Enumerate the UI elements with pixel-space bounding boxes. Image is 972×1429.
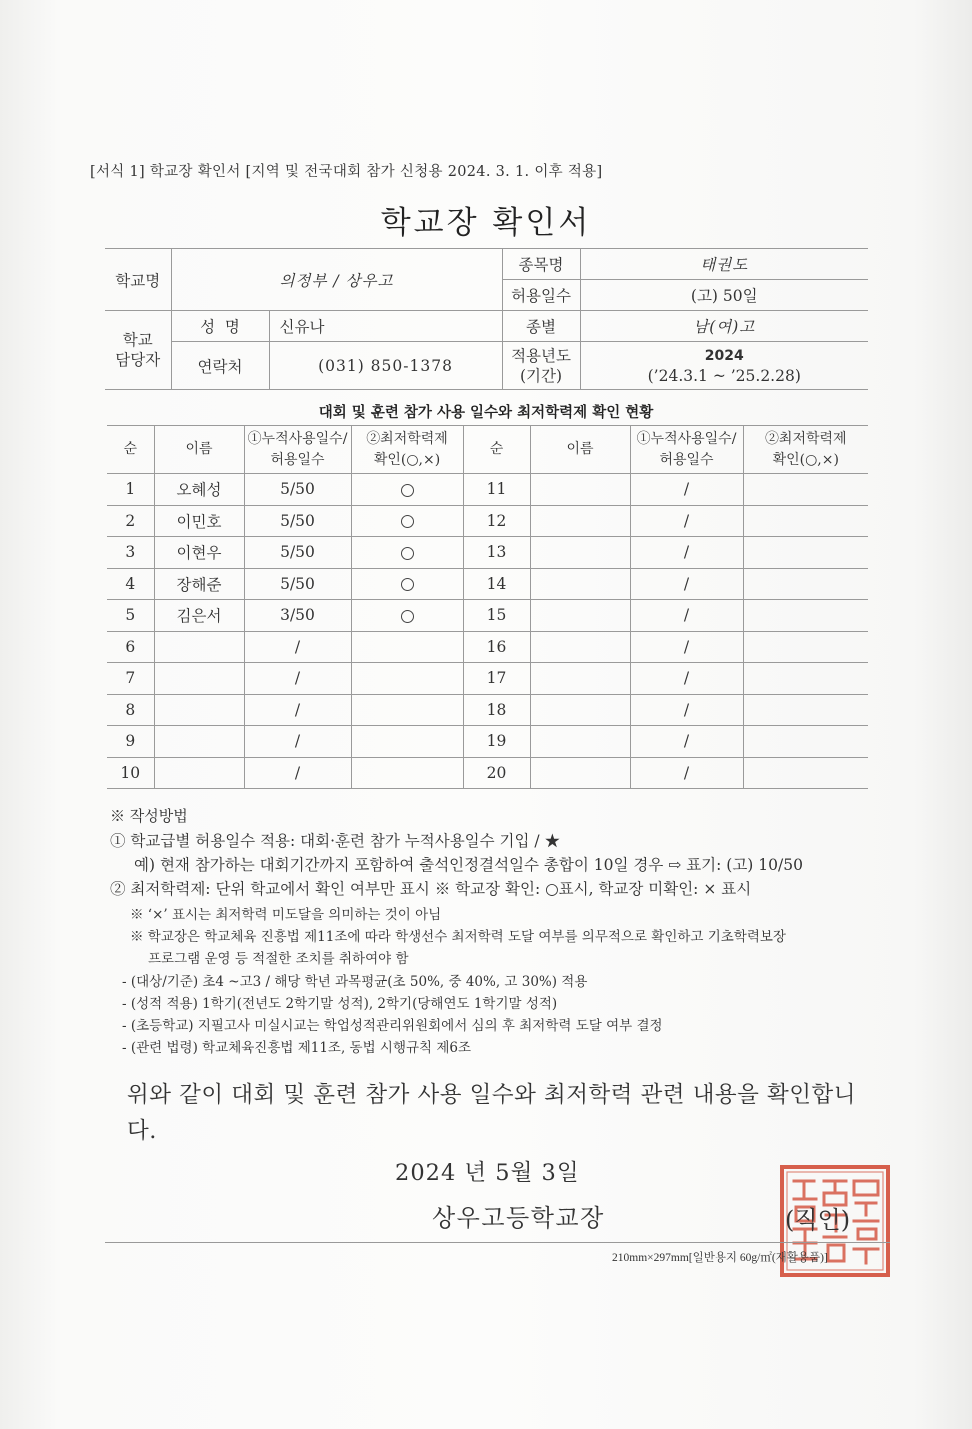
student-name [530,474,630,506]
note-3: ※ ‘×’ 표시는 최저학력 미도달을 의미하는 것이 아님 [130,907,442,923]
student-name: 오혜성 [154,474,244,506]
days-used: / [630,631,743,663]
note-7: - (초등학교) 지필고사 미실시교는 학업성적관리위원회에서 심의 후 최저학력 도달 여부 결정 [122,1018,663,1034]
header-min-2-line1: ②최저학력제 [764,430,847,447]
issue-date: 2024 년 5월 3일 [395,1160,580,1186]
table-row [107,568,868,600]
row-number: 15 [463,600,530,632]
row-number: 19 [463,726,530,758]
confirmation-text: 위와 같이 대회 및 훈련 참가 사용 일수와 최저학력 관련 내용을 확인합니다. [127,1082,856,1144]
days-used: 5/50 [244,537,351,569]
name-label: 성 명 [171,311,269,342]
bottom-rule [105,1242,890,1243]
row-number: 7 [107,663,154,695]
period-value: (’24.3.1 ~ ’25.2.28) [647,366,801,385]
note-2: ② 최저학력제: 단위 학교에서 확인 여부만 표시 ※ 학교장 확인: ○표시, 학교장 미확인: × 표시 [110,880,752,898]
days-used: 3/50 [244,600,351,632]
info-table [105,248,868,390]
min-academic-check [743,600,868,632]
header-name: 이름 [154,426,244,474]
contact-value: (031) 850-1378 [269,342,502,390]
row-number: 5 [107,600,154,632]
year-label-line2: (기간) [519,366,563,385]
student-name: 이민호 [154,505,244,537]
min-academic-check [351,505,463,537]
note-4a: ※ 학교장은 학교체육 진흥법 제11조에 따라 학생선수 최저학력 도달 여부를 의무적으로 확인하고 기초학력보장 [130,929,786,945]
year-label [502,342,580,390]
header-min-2 [743,426,868,474]
row-number: 1 [107,474,154,506]
min-academic-check [743,631,868,663]
teacher-label [105,311,171,390]
min-academic-check [743,757,868,789]
row-number: 11 [463,474,530,506]
days-used: / [244,726,351,758]
min-academic-check [743,474,868,506]
sport-label: 종목명 [502,249,580,280]
min-academic-check [743,663,868,695]
min-academic-check [743,726,868,758]
table-row [107,631,868,663]
days-used: / [630,757,743,789]
circle-mark-icon [401,484,414,497]
note-8: - (관련 법령) 학교체육진흥법 제11조, 동법 시행규칙 제6조 [122,1040,472,1056]
note-1: ① 학교급별 허용일수 적용: 대회·훈련 참가 누적사용일수 기입 / ★ [110,832,561,850]
table-row [107,505,868,537]
roster-header-row [107,426,868,474]
days-used: / [244,663,351,695]
row-number: 18 [463,694,530,726]
min-academic-check [351,726,463,758]
days-used: / [630,694,743,726]
row-number: 3 [107,537,154,569]
teacher-label-line2: 담당자 [115,351,161,369]
min-academic-check [351,694,463,726]
header-min-line2: 확인(○,×) [373,451,441,468]
header-days-2 [630,426,743,474]
days-used: / [244,631,351,663]
min-academic-check [743,505,868,537]
circle-mark-icon [401,547,414,560]
student-name: 이현우 [154,537,244,569]
row-number: 10 [107,757,154,789]
days-used: / [630,726,743,758]
days-used: / [244,757,351,789]
note-4b: 프로그램 운영 등 적절한 조치를 취하여야 함 [148,951,409,967]
min-academic-check [743,568,868,600]
student-name [154,726,244,758]
row-number: 12 [463,505,530,537]
school-value: 의정부 / 상우고 [171,249,502,311]
min-academic-check [351,757,463,789]
header-days-2-line2: 허용일수 [659,451,714,468]
days-used: / [244,694,351,726]
year-value-cell [580,342,868,390]
note-5: - (대상/기준) 초4 ~고3 / 해당 학년 과목평균(초 50%, 중 40%, 고 30%) 적용 [122,974,588,990]
header-min-line1: ②최저학력제 [366,430,448,447]
days-used: / [630,505,743,537]
teacher-label-line1: 학교 [122,331,153,349]
min-academic-check [351,568,463,600]
gender-label: 종별 [502,311,580,342]
days-used: / [630,474,743,506]
min-academic-check [351,537,463,569]
roster-table [107,425,868,789]
header-days-line1: ①누적사용일수/ [247,430,348,447]
circle-mark-icon [401,578,414,591]
form-label: [서식 1] 학교장 확인서 [지역 및 전국대회 참가 신청용 2024. 3. 1. 이후 적용] [90,164,603,180]
header-days [244,426,351,474]
student-name [154,663,244,695]
student-name: 김은서 [154,600,244,632]
paper-spec: 210mm×297mm[일반용지 60g/㎡(재활용품)] [612,1252,828,1264]
table-row [107,694,868,726]
student-name [530,600,630,632]
days-used: / [630,568,743,600]
table-row [107,663,868,695]
table-row [107,537,868,569]
days-used: / [630,537,743,569]
circle-mark-icon [401,515,414,528]
note-6: - (성적 적용) 1학기(전년도 2학기말 성적), 2학기(당해연도 1학기말 성적) [122,996,558,1012]
allowed-days-value: (고) 50일 [580,280,868,311]
year-label-line1: 적용년도 [511,346,571,365]
table-row [107,600,868,632]
header-name-2: 이름 [530,426,630,474]
min-academic-check [351,474,463,506]
header-min-2-line2: 확인(○,×) [772,451,839,468]
roster-body [107,474,868,789]
row-number: 4 [107,568,154,600]
name-value: 신유나 [269,311,502,342]
table-row [107,474,868,506]
student-name [154,757,244,789]
student-name [530,694,630,726]
row-number: 14 [463,568,530,600]
row-number: 13 [463,537,530,569]
days-used: / [630,663,743,695]
row-number: 6 [107,631,154,663]
row-number: 17 [463,663,530,695]
min-academic-check [351,663,463,695]
min-academic-check [351,600,463,632]
principal-name: 상우고등학교장 [432,1204,605,1232]
row-number: 8 [107,694,154,726]
header-no-2: 순 [463,426,530,474]
row-number: 9 [107,726,154,758]
days-used: 5/50 [244,505,351,537]
student-name [530,631,630,663]
table-row [107,757,868,789]
year-value: 2024 [704,347,744,364]
student-name [530,505,630,537]
days-used: 5/50 [244,568,351,600]
gender-value: 남(여)고 [580,311,868,342]
header-min [351,426,463,474]
header-days-line2: 허용일수 [270,451,325,468]
sport-value: 태권도 [580,249,868,280]
min-academic-check [743,694,868,726]
seal-label: (직인) [785,1206,851,1234]
contact-label: 연락처 [171,342,269,390]
school-label: 학교명 [105,249,171,311]
min-academic-check [351,631,463,663]
student-name [154,694,244,726]
allowed-days-label: 허용일수 [502,280,580,311]
student-name [530,663,630,695]
days-used: 5/50 [244,474,351,506]
days-used: / [630,600,743,632]
student-name [530,757,630,789]
student-name: 장해준 [154,568,244,600]
student-name [154,631,244,663]
page-title: 학교장 확인서 [380,205,592,241]
section-title: 대회 및 훈련 참가 사용 일수와 최저학력제 확인 현황 [318,405,654,421]
header-no: 순 [107,426,154,474]
student-name [530,726,630,758]
row-number: 16 [463,631,530,663]
header-days-2-line1: ①누적사용일수/ [636,430,737,447]
circle-mark-icon [401,610,414,623]
min-academic-check [743,537,868,569]
note-1-example: 예) 현재 참가하는 대회기간까지 포함하여 출석인정결석일수 총합이 10일 경우 ⇨ 표기: (고) 10/50 [134,856,803,874]
row-number: 20 [463,757,530,789]
row-number: 2 [107,505,154,537]
notes-heading: ※ 작성방법 [110,807,188,825]
student-name [530,568,630,600]
table-row [107,726,868,758]
student-name [530,537,630,569]
